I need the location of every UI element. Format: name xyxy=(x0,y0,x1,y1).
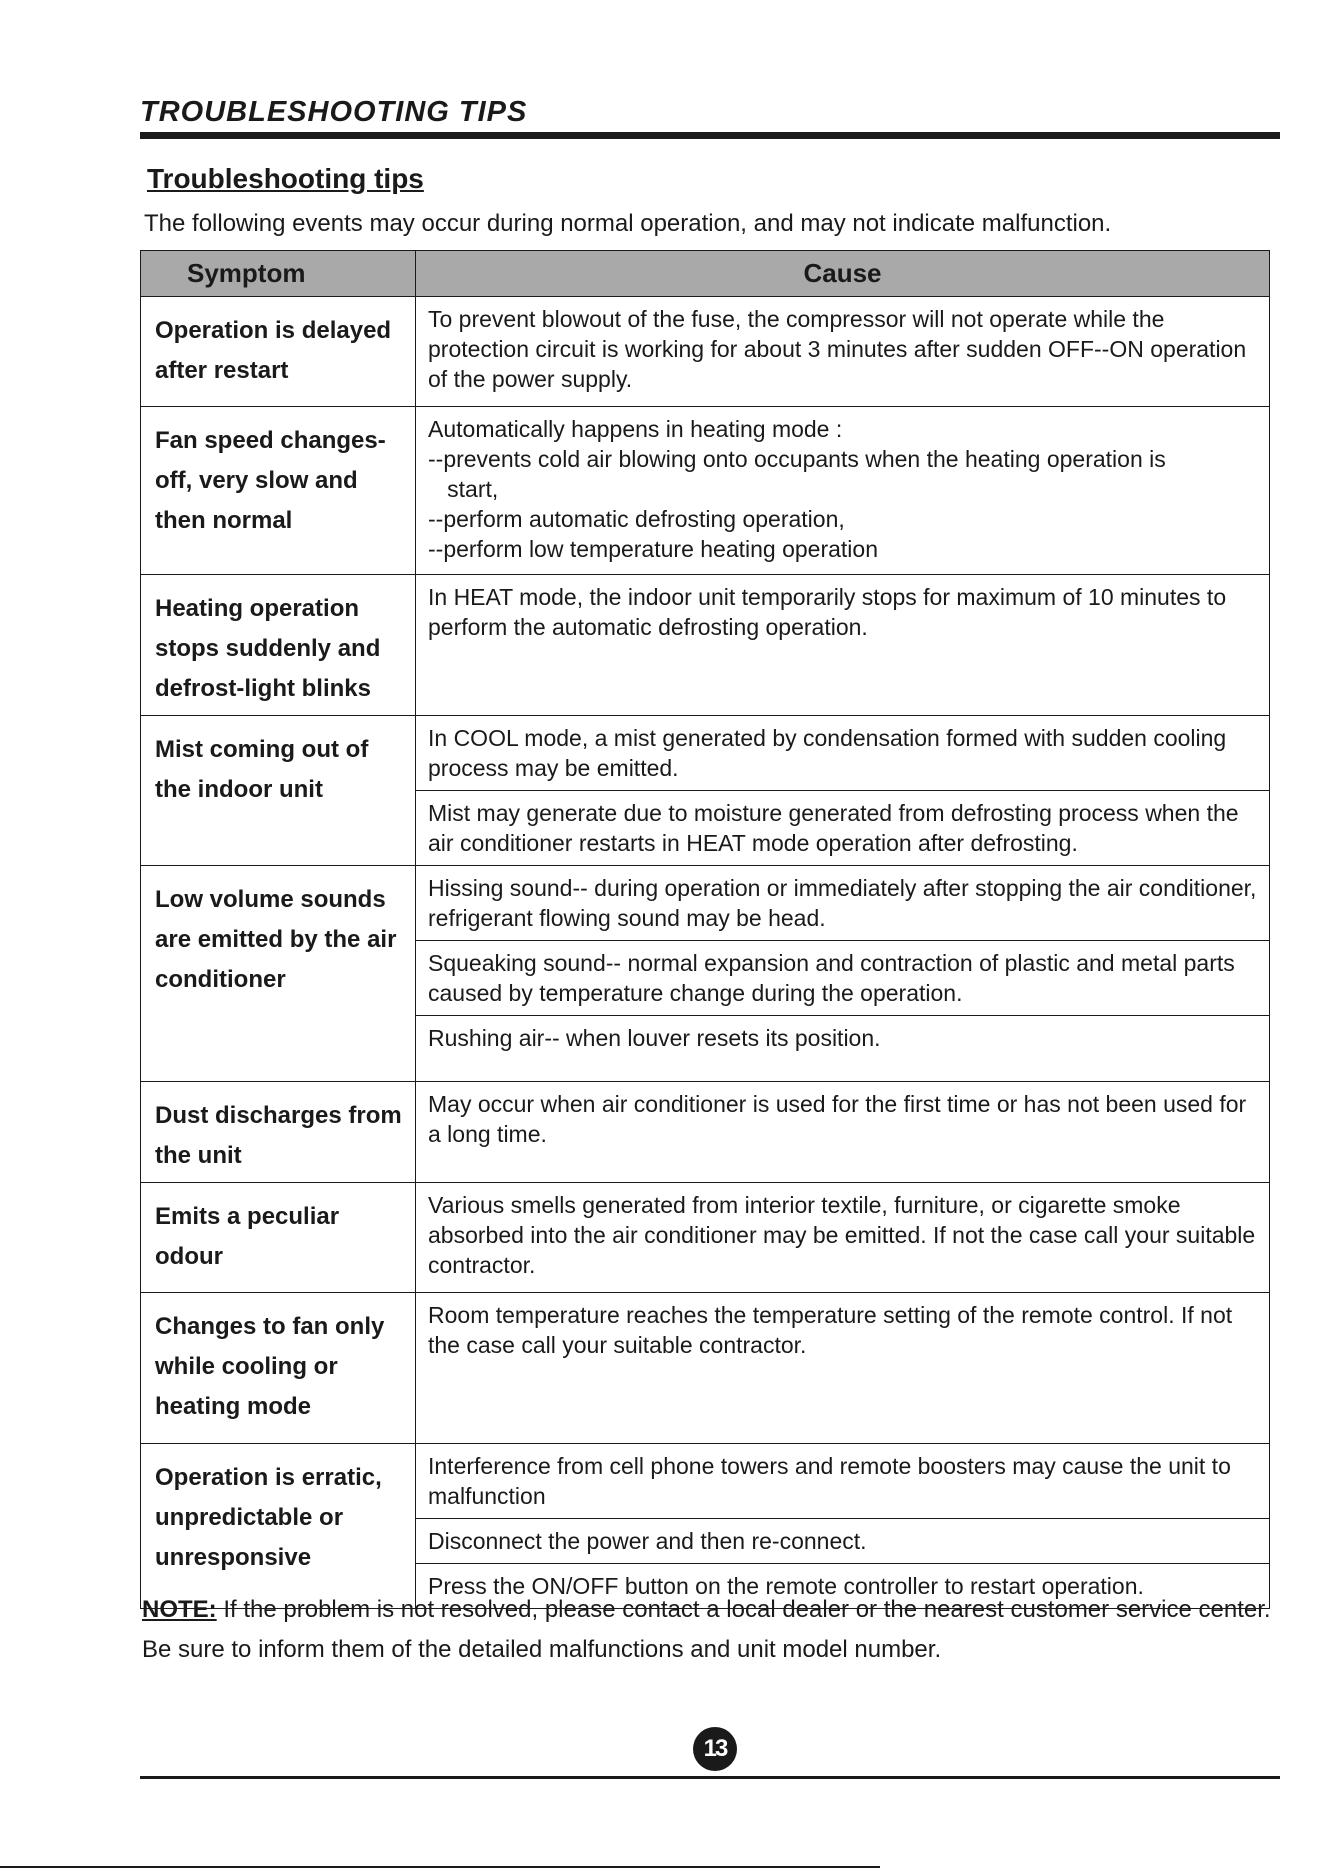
symptom-cell: Dust discharges from the unit xyxy=(141,1082,416,1183)
cause-cell xyxy=(416,575,1270,716)
cause-text: Room temperature reaches the temperature setting of the remote control. If not the case call your suitable contractor. xyxy=(428,1302,1233,1358)
cause-text: Mist may generate due to moisture generated from defrosting process when the air conditioner restarts in HEAT mode operation after defrosting. xyxy=(416,790,1269,865)
note-text: If the problem is not resolved, please contact a local dealer or the nearest customer service center. Be sure to inform them of the detailed malfunctions and unit model number. xyxy=(142,1596,1271,1663)
table-row xyxy=(141,407,1270,575)
table-row xyxy=(141,866,1270,1082)
page-number-badge: 13 xyxy=(693,1727,737,1771)
intro-text: The following events may occur during normal operation, and may not indicate malfunction. xyxy=(144,210,1112,237)
cause-cell xyxy=(416,297,1270,407)
cause-text: Automatically happens in heating mode : --prevents cold air blowing onto occupants when the heating operation is start, --perform automatic defrosting operation, --perform low temperature heating operation xyxy=(428,416,1166,562)
table-row xyxy=(141,1293,1270,1444)
cause-text: Interference from cell phone towers and remote boosters may cause the unit to malfunction xyxy=(428,1453,1231,1509)
cause-text: Rushing air-- when louver resets its position. xyxy=(416,1015,1269,1060)
cause-text: Various smells generated from interior textile, furniture, or cigarette smoke absorbed into the air conditioner may be emitted. If not the case call your suitable contractor. xyxy=(428,1192,1256,1278)
section-title: Troubleshooting tips xyxy=(147,163,424,194)
table-row xyxy=(141,575,1270,716)
cause-text: Squeaking sound-- normal expansion and contraction of plastic and metal parts caused by temperature change during the operation. xyxy=(416,940,1269,1015)
cause-text: In HEAT mode, the indoor unit temporarily stops for maximum of 10 minutes to perform the automatic defrosting operation. xyxy=(428,584,1227,640)
symptom-cell: Operation is delayed after restart xyxy=(141,297,416,407)
table-row xyxy=(141,297,1270,407)
cause-cell xyxy=(416,1183,1270,1293)
table-row xyxy=(141,1183,1270,1293)
symptom-cell: Mist coming out of the indoor unit xyxy=(141,716,416,866)
symptom-cell: Heating operation stops suddenly and defrost-light blinks xyxy=(141,575,416,716)
cause-text: Disconnect the power and then re-connect. xyxy=(416,1518,1269,1563)
note-label: NOTE: xyxy=(142,1596,217,1623)
table-row xyxy=(141,1444,1270,1609)
table-header-row xyxy=(141,251,1270,297)
symptom-cell: Emits a peculiar odour xyxy=(141,1183,416,1293)
symptom-cell: Low volume sounds are emitted by the air conditioner xyxy=(141,866,416,1082)
header-rule xyxy=(140,132,1280,139)
cause-text: Press the ON/OFF button on the remote controller to restart operation. xyxy=(416,1563,1269,1608)
symptom-cell: Changes to fan only while cooling or heating mode xyxy=(141,1293,416,1444)
note xyxy=(142,1590,1282,1670)
symptom-cell: Operation is erratic, unpredictable or unresponsive xyxy=(141,1444,416,1609)
symptom-cell: Fan speed changes- off, very slow and then normal xyxy=(141,407,416,575)
cause-cell xyxy=(416,716,1270,866)
cause-cell xyxy=(416,1293,1270,1444)
bottom-rule xyxy=(0,1866,880,1868)
symptom-column-header: Symptom xyxy=(141,251,416,297)
cause-cell xyxy=(416,1082,1270,1183)
cause-text: Hissing sound-- during operation or immediately after stopping the air conditioner, refrigerant flowing sound may be head. xyxy=(428,875,1257,931)
footer-rule xyxy=(140,1776,1280,1779)
table-row xyxy=(141,716,1270,866)
page-header-title: TROUBLESHOOTING TIPS xyxy=(140,96,528,128)
cause-cell xyxy=(416,866,1270,1082)
cause-text: May occur when air conditioner is used for the first time or has not been used for a long time. xyxy=(428,1091,1247,1147)
cause-text: In COOL mode, a mist generated by condensation formed with sudden cooling process may be emitted. xyxy=(428,725,1227,781)
troubleshooting-table xyxy=(140,250,1270,1609)
cause-cell xyxy=(416,407,1270,575)
table-row xyxy=(141,1082,1270,1183)
cause-text: To prevent blowout of the fuse, the compressor will not operate while the protection circuit is working for about 3 minutes after sudden OFF--ON operation of the power supply. xyxy=(428,306,1247,392)
cause-column-header: Cause xyxy=(416,251,1270,297)
cause-cell xyxy=(416,1444,1270,1609)
table-body xyxy=(141,297,1270,1609)
